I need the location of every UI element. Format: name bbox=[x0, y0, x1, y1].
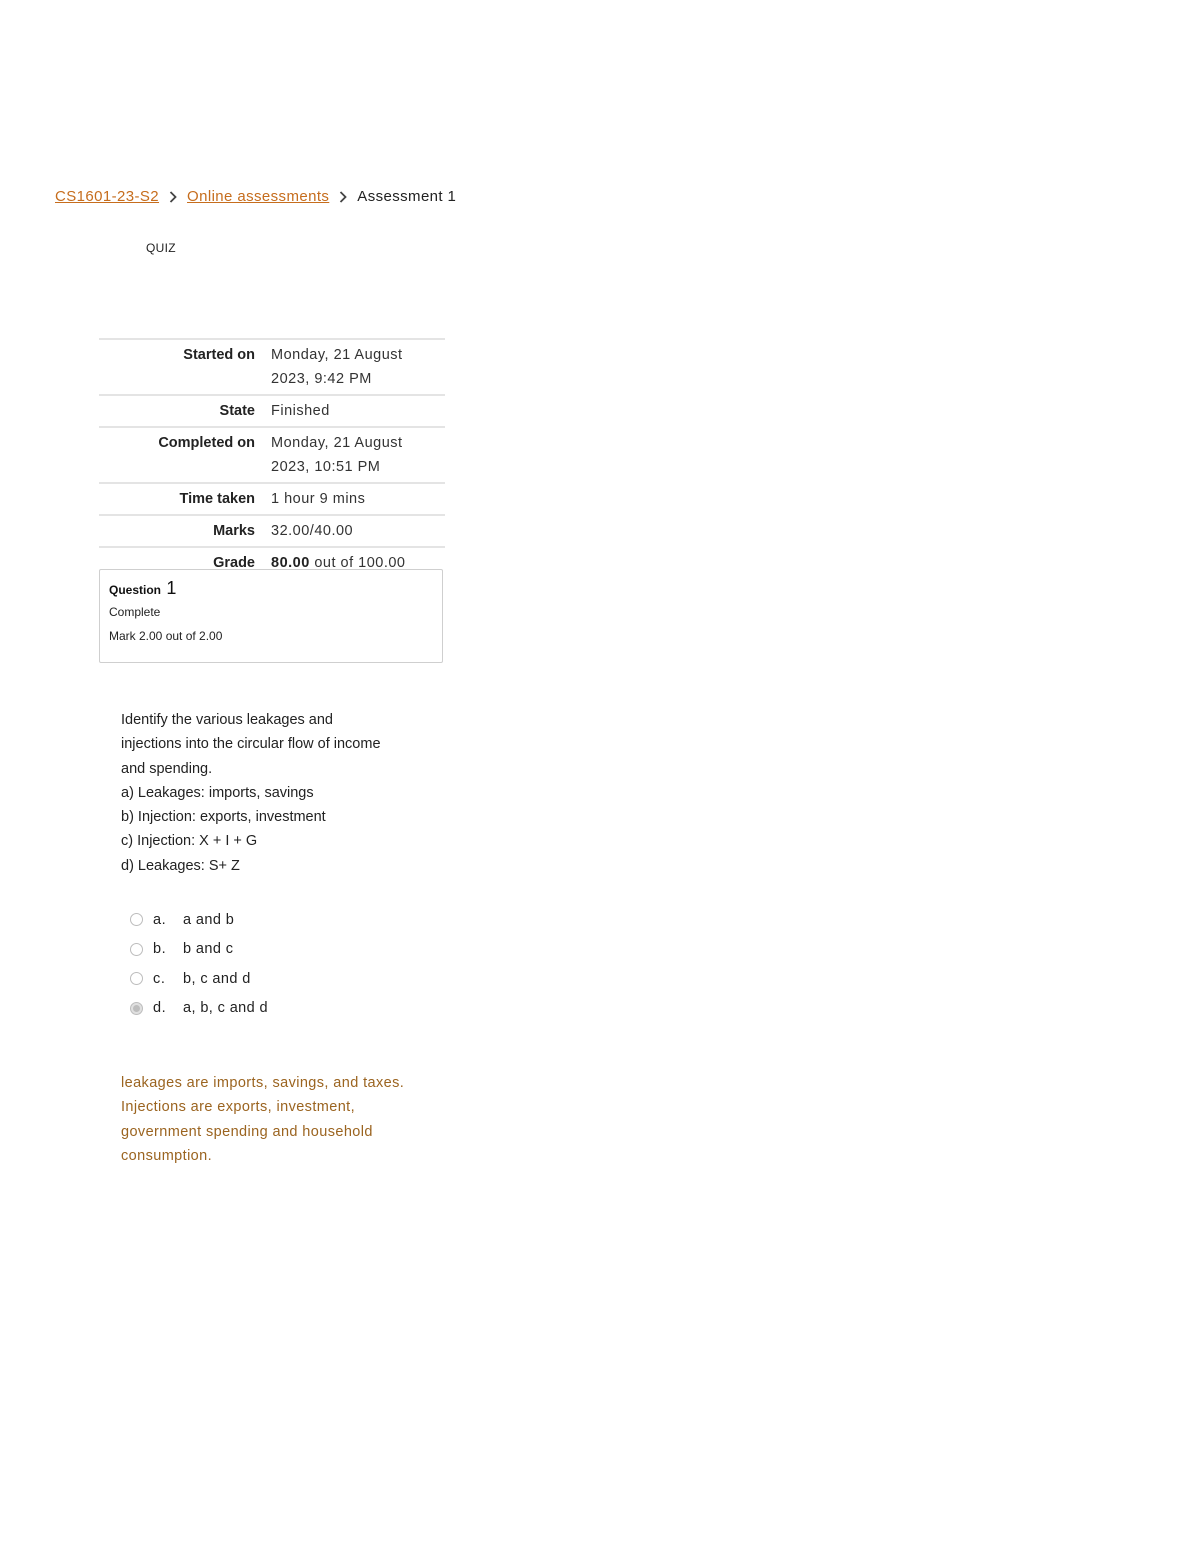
completed-on-value bbox=[263, 427, 445, 483]
question-text-line: and spending. bbox=[121, 760, 213, 777]
question-state: Complete bbox=[109, 605, 161, 619]
feedback-line: leakages are imports, savings, and taxes. bbox=[121, 1075, 405, 1091]
answer-letter: a. bbox=[153, 911, 167, 928]
question-text bbox=[121, 708, 441, 878]
started-on-line2: 2023, 9:42 PM bbox=[271, 371, 372, 387]
breadcrumb-online-assessments-link[interactable]: Online assessments bbox=[187, 188, 330, 205]
quiz-label: QUIZ bbox=[146, 241, 176, 255]
answer-option-c[interactable] bbox=[130, 964, 268, 994]
answer-text: b and c bbox=[183, 941, 234, 958]
started-on-label: Started on bbox=[183, 347, 255, 363]
attempt-summary-table bbox=[99, 338, 445, 578]
summary-row-started bbox=[99, 339, 445, 395]
breadcrumb-current-page: Assessment 1 bbox=[357, 188, 457, 205]
summary-row-time-taken bbox=[99, 483, 445, 515]
summary-row-completed bbox=[99, 427, 445, 483]
radio-button-selected[interactable] bbox=[130, 1002, 143, 1015]
question-number-value: 1 bbox=[166, 578, 177, 598]
feedback-line: consumption. bbox=[121, 1147, 213, 1164]
radio-button[interactable] bbox=[130, 943, 143, 956]
answer-text: a and b bbox=[183, 911, 235, 928]
radio-button[interactable] bbox=[130, 913, 143, 926]
completed-on-line1: Monday, 21 August bbox=[271, 435, 403, 451]
breadcrumb-course-link[interactable]: CS1601-23-S2 bbox=[55, 188, 160, 205]
marks-value: 32.00/40.00 bbox=[271, 523, 354, 539]
answer-options bbox=[130, 905, 268, 1023]
summary-row-marks bbox=[99, 515, 445, 547]
time-taken-label: Time taken bbox=[179, 491, 255, 507]
answer-option-b[interactable] bbox=[130, 935, 268, 965]
question-text-line: a) Leakages: imports, savings bbox=[121, 784, 314, 801]
state-value: Finished bbox=[271, 403, 330, 419]
answer-text: b, c and d bbox=[183, 970, 251, 987]
question-text-line: Identify the various leakages and bbox=[121, 712, 333, 728]
started-on-line1: Monday, 21 August bbox=[271, 347, 403, 363]
answer-letter: c. bbox=[153, 970, 166, 987]
question-text-line: injections into the circular flow of income bbox=[121, 736, 381, 753]
marks-label: Marks bbox=[213, 523, 255, 539]
radio-button[interactable] bbox=[130, 972, 143, 985]
question-text-line: d) Leakages: S+ Z bbox=[121, 857, 240, 874]
answer-letter: d. bbox=[153, 1000, 167, 1017]
answer-letter: b. bbox=[153, 941, 167, 958]
state-label: State bbox=[219, 403, 255, 419]
question-label: Question bbox=[109, 583, 162, 597]
answer-text: a, b, c and d bbox=[183, 1000, 269, 1017]
chevron-right-icon bbox=[335, 189, 351, 205]
answer-option-a[interactable] bbox=[130, 905, 268, 935]
started-on-value bbox=[263, 339, 445, 395]
question-text-line: c) Injection: X + I + G bbox=[121, 833, 258, 850]
question-mark: Mark 2.00 out of 2.00 bbox=[109, 629, 223, 643]
grade-suffix: out of 100.00 bbox=[309, 555, 406, 571]
question-number bbox=[109, 578, 433, 599]
chevron-right-icon bbox=[165, 189, 181, 205]
question-text-line: b) Injection: exports, investment bbox=[121, 809, 326, 826]
grade-label: Grade bbox=[213, 555, 255, 571]
time-taken-value: 1 hour 9 mins bbox=[271, 491, 366, 507]
breadcrumb bbox=[55, 188, 456, 205]
general-feedback bbox=[121, 1071, 441, 1168]
grade-score: 80.00 bbox=[271, 555, 310, 571]
feedback-line: Injections are exports, investment, bbox=[121, 1099, 356, 1116]
completed-on-line2: 2023, 10:51 PM bbox=[271, 459, 381, 475]
completed-on-label: Completed on bbox=[158, 435, 255, 451]
answer-option-d[interactable] bbox=[130, 994, 268, 1024]
summary-row-state bbox=[99, 395, 445, 427]
question-info-box bbox=[99, 569, 443, 663]
feedback-line: government spending and household bbox=[121, 1123, 373, 1140]
